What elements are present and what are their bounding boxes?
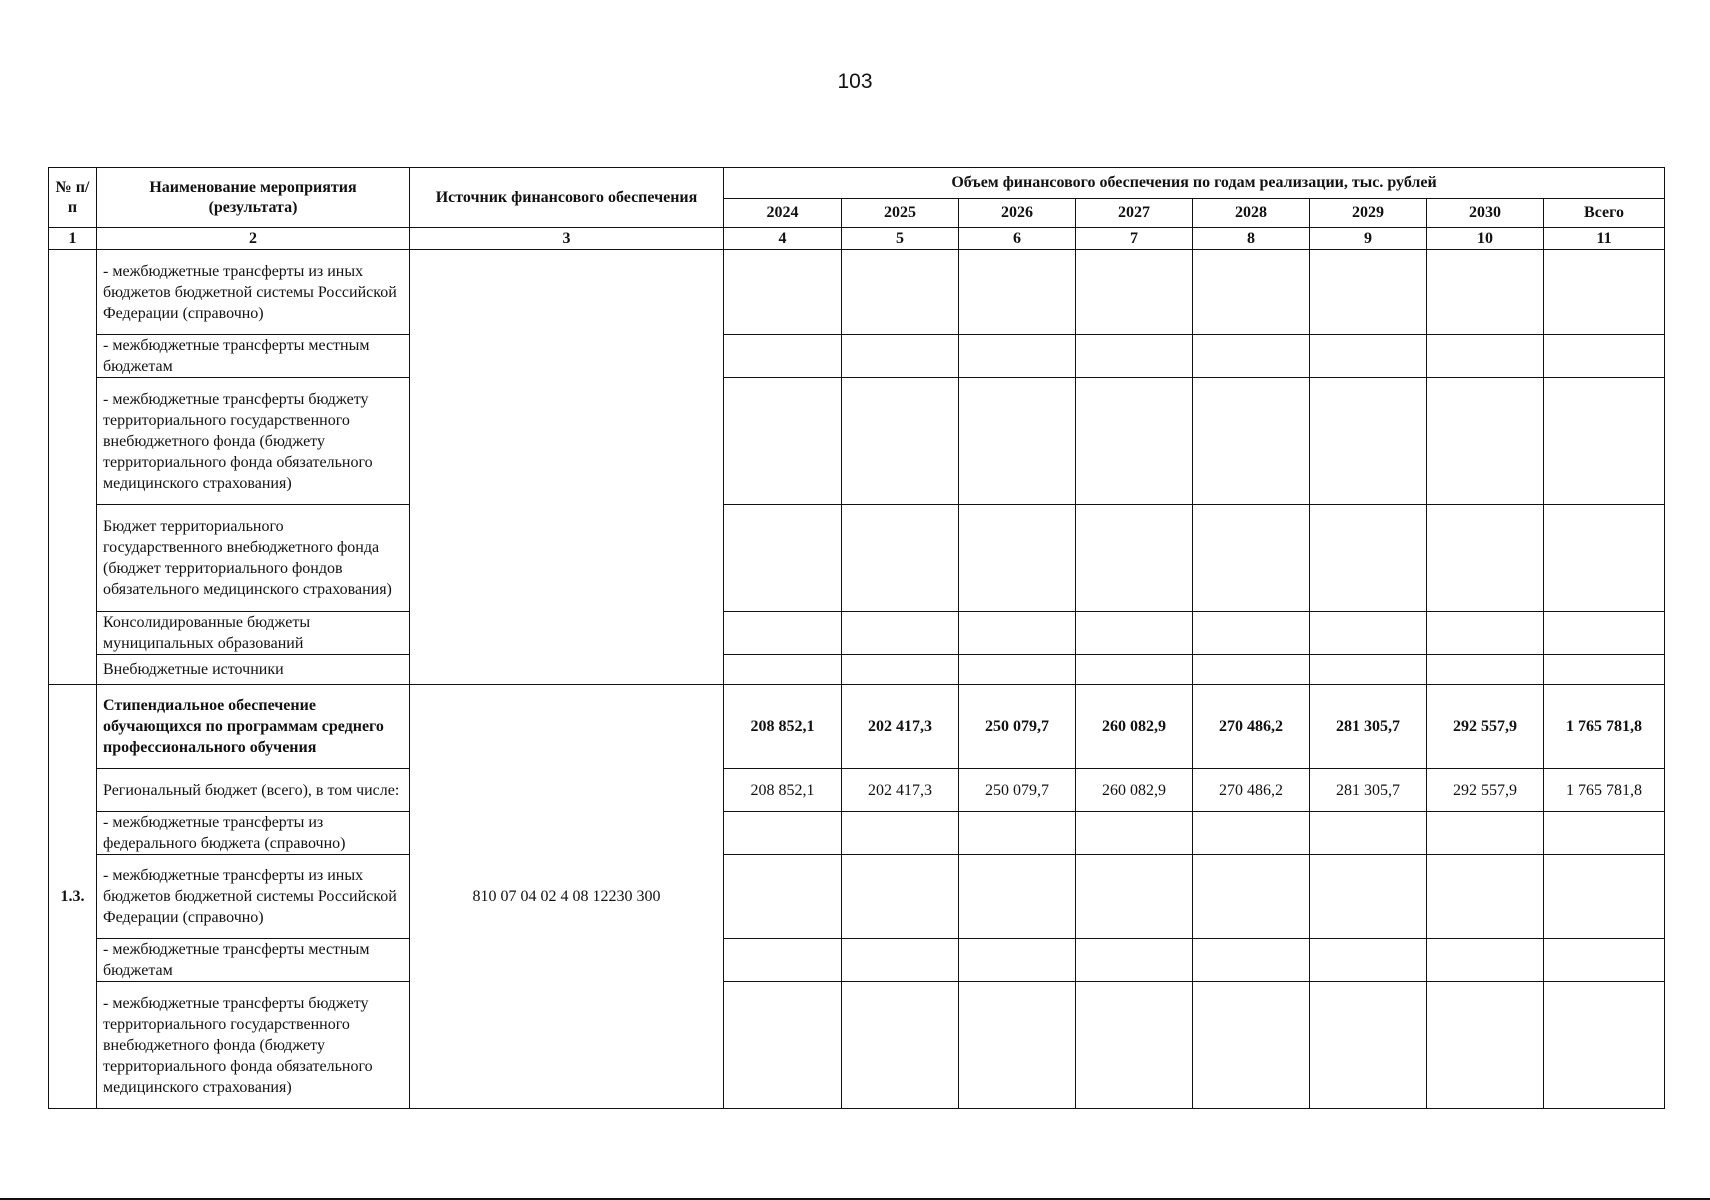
value-cell: [1076, 812, 1193, 855]
table-row: [49, 685, 1665, 769]
value-cell: [1427, 612, 1544, 655]
value-cell: [959, 250, 1076, 335]
value-cell: [1076, 982, 1193, 1109]
value-total-cell: [1544, 335, 1665, 378]
row-number-cell: 1.3.: [49, 685, 97, 1109]
value-cell: [842, 250, 959, 335]
table-row: [49, 855, 1665, 939]
column-number: 1: [49, 228, 97, 250]
value-cell: [959, 612, 1076, 655]
value-cell: [724, 612, 842, 655]
value-total-cell: [1544, 378, 1665, 505]
value-cell: [1076, 250, 1193, 335]
value-cell: 202 417,3: [842, 685, 959, 769]
value-cell: [842, 982, 959, 1109]
value-cell: [959, 378, 1076, 505]
row-name: - межбюджетные трансферты местным бюджетам: [97, 335, 410, 378]
row-name: - межбюджетные трансферты бюджету территориального государственного внебюджетного фонда (бюджету территориального фонда обязательного медицинского страхования): [97, 378, 410, 505]
value-cell: [1310, 655, 1427, 685]
header-source: Источник финансового обеспечения: [410, 168, 724, 228]
value-total-cell: [1544, 655, 1665, 685]
value-total-cell: [1544, 812, 1665, 855]
value-cell: [1427, 250, 1544, 335]
value-cell: [842, 655, 959, 685]
column-numbers-row: [49, 228, 1665, 250]
value-cell: [1310, 982, 1427, 1109]
value-cell: [842, 812, 959, 855]
value-cell: 270 486,2: [1193, 769, 1310, 812]
value-total-cell: 1 765 781,8: [1544, 685, 1665, 769]
value-cell: [842, 505, 959, 612]
header-volume: Объем финансового обеспечения по годам реализации, тыс. рублей: [724, 168, 1665, 199]
table-row: [49, 378, 1665, 505]
financing-table: [48, 167, 1665, 1109]
column-number: 2: [97, 228, 410, 250]
value-cell: 208 852,1: [724, 769, 842, 812]
value-cell: 292 557,9: [1427, 769, 1544, 812]
header-num: № п/п: [49, 168, 97, 228]
value-cell: [1310, 335, 1427, 378]
value-cell: [1076, 378, 1193, 505]
value-total-cell: [1544, 612, 1665, 655]
table-row: [49, 769, 1665, 812]
value-cell: 202 417,3: [842, 769, 959, 812]
value-cell: [724, 812, 842, 855]
value-cell: [1427, 655, 1544, 685]
value-cell: [1193, 939, 1310, 982]
value-cell: [1427, 982, 1544, 1109]
value-cell: [1310, 812, 1427, 855]
table-row: [49, 505, 1665, 612]
row-name: Региональный бюджет (всего), в том числе:: [97, 769, 410, 812]
row-name: Консолидированные бюджеты муниципальных образований: [97, 612, 410, 655]
row-name: - межбюджетные трансферты из федерального бюджета (справочно): [97, 812, 410, 855]
value-cell: 260 082,9: [1076, 685, 1193, 769]
value-cell: [959, 982, 1076, 1109]
table-row: [49, 939, 1665, 982]
value-cell: [1193, 505, 1310, 612]
header-year-2024: 2024: [724, 199, 842, 228]
table-row: [49, 335, 1665, 378]
value-cell: [959, 812, 1076, 855]
row-name: Внебюджетные источники: [97, 655, 410, 685]
value-total-cell: [1544, 855, 1665, 939]
value-cell: [1310, 250, 1427, 335]
header-year-2030: 2030: [1427, 199, 1544, 228]
row-name: - межбюджетные трансферты из иных бюджетов бюджетной системы Российской Федерации (справочно): [97, 855, 410, 939]
column-number: 11: [1544, 228, 1665, 250]
value-cell: [1076, 855, 1193, 939]
value-cell: [724, 505, 842, 612]
header-name: Наименование мероприятия (результата): [97, 168, 410, 228]
value-cell: 281 305,7: [1310, 685, 1427, 769]
value-cell: [1427, 855, 1544, 939]
value-cell: [1076, 612, 1193, 655]
value-cell: 292 557,9: [1427, 685, 1544, 769]
value-cell: [1310, 855, 1427, 939]
value-cell: [959, 855, 1076, 939]
value-cell: [1427, 378, 1544, 505]
value-cell: [724, 982, 842, 1109]
value-cell: [1193, 855, 1310, 939]
header-year-2029: 2029: [1310, 199, 1427, 228]
value-cell: [1076, 335, 1193, 378]
value-total-cell: 1 765 781,8: [1544, 769, 1665, 812]
value-cell: [1193, 250, 1310, 335]
header-year-2027: 2027: [1076, 199, 1193, 228]
header-total: Всего: [1544, 199, 1665, 228]
value-cell: [842, 939, 959, 982]
row-name: - межбюджетные трансферты бюджету территориального государственного внебюджетного фонда (бюджету территориального фонда обязательного медицинского страхования): [97, 982, 410, 1109]
value-cell: [959, 505, 1076, 612]
value-total-cell: [1544, 982, 1665, 1109]
value-cell: 208 852,1: [724, 685, 842, 769]
column-number: 7: [1076, 228, 1193, 250]
value-cell: [1193, 612, 1310, 655]
source-code-cell: 810 07 04 02 4 08 12230 300: [410, 685, 724, 1109]
column-number: 6: [959, 228, 1076, 250]
row-name: - межбюджетные трансферты местным бюджетам: [97, 939, 410, 982]
value-cell: [1076, 939, 1193, 982]
value-cell: [724, 335, 842, 378]
value-cell: [959, 655, 1076, 685]
value-cell: [1193, 812, 1310, 855]
value-cell: [959, 335, 1076, 378]
value-cell: [1193, 335, 1310, 378]
value-total-cell: [1544, 250, 1665, 335]
page-number: 103: [837, 70, 873, 93]
column-number: 3: [410, 228, 724, 250]
column-number: 5: [842, 228, 959, 250]
value-total-cell: [1544, 939, 1665, 982]
value-cell: [1427, 505, 1544, 612]
value-cell: [1427, 335, 1544, 378]
row-name: Бюджет территориального государственного внебюджетного фонда (бюджет территориального фондов обязательного медицинского страхования): [97, 505, 410, 612]
value-cell: [724, 655, 842, 685]
row-name: Стипендиальное обеспечение обучающихся по программам среднего профессионального обучения: [97, 685, 410, 769]
table-row: [49, 250, 1665, 335]
value-cell: [1310, 505, 1427, 612]
value-cell: 250 079,7: [959, 685, 1076, 769]
table-row: [49, 655, 1665, 685]
value-cell: 260 082,9: [1076, 769, 1193, 812]
value-cell: 281 305,7: [1310, 769, 1427, 812]
table-row: [49, 982, 1665, 1109]
value-cell: [1310, 939, 1427, 982]
row-number-cell: [49, 250, 97, 685]
value-cell: [1427, 812, 1544, 855]
value-cell: [724, 855, 842, 939]
value-cell: [1310, 378, 1427, 505]
header-year-2026: 2026: [959, 199, 1076, 228]
value-cell: [724, 939, 842, 982]
value-cell: [1427, 939, 1544, 982]
value-cell: [959, 939, 1076, 982]
value-cell: [1076, 505, 1193, 612]
value-cell: [1193, 982, 1310, 1109]
table-row: [49, 612, 1665, 655]
value-cell: [842, 378, 959, 505]
column-number: 10: [1427, 228, 1544, 250]
value-cell: [1193, 655, 1310, 685]
value-cell: [842, 335, 959, 378]
column-number: 8: [1193, 228, 1310, 250]
value-cell: 250 079,7: [959, 769, 1076, 812]
header-year-2028: 2028: [1193, 199, 1310, 228]
value-cell: [724, 250, 842, 335]
value-cell: [842, 612, 959, 655]
column-number: 4: [724, 228, 842, 250]
value-cell: [724, 378, 842, 505]
source-cell: [410, 250, 724, 685]
header-year-2025: 2025: [842, 199, 959, 228]
table-body: [49, 250, 1665, 1109]
value-cell: [1310, 612, 1427, 655]
table-row: [49, 812, 1665, 855]
value-total-cell: [1544, 505, 1665, 612]
value-cell: [1076, 655, 1193, 685]
value-cell: 270 486,2: [1193, 685, 1310, 769]
row-name: - межбюджетные трансферты из иных бюджетов бюджетной системы Российской Федерации (справочно): [97, 250, 410, 335]
column-number: 9: [1310, 228, 1427, 250]
value-cell: [1193, 378, 1310, 505]
value-cell: [842, 855, 959, 939]
